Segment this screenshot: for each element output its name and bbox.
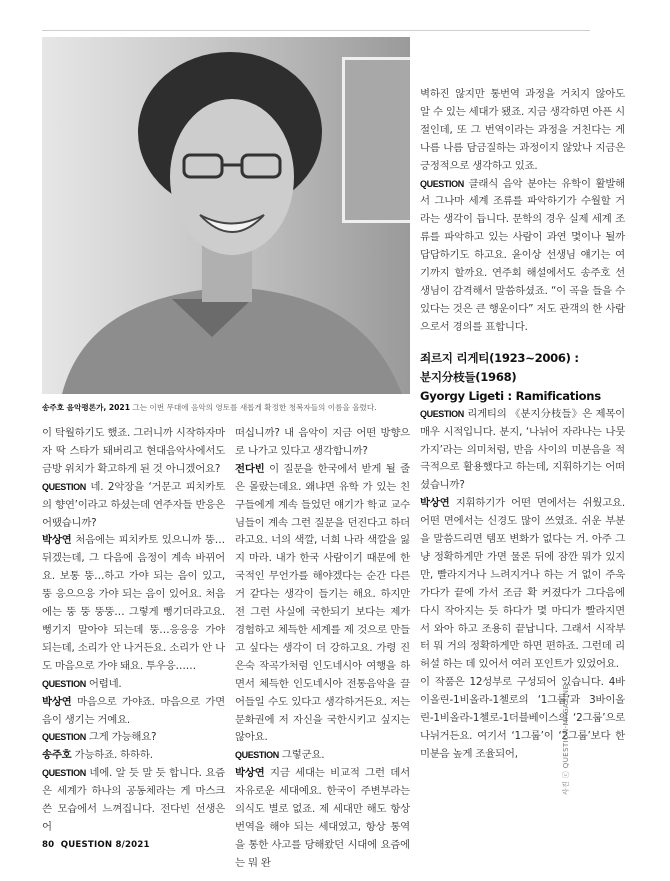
caption-text: 그는 이번 무대에 음악의 영토를 새롭게 확정한 청복자들의 이름을 올렸다. — [132, 403, 377, 412]
paragraph: 박상연 마음으로 가야죠. 마음으로 가면 음이 생기는 거예요. — [42, 695, 225, 726]
paragraph: 박상연 처음에는 피치카토 있으니까 뚱… 뒤겠는데, 그 다음에 음정이 계속 바뀌어요. 보통 뚱…하고 가야 되는 음이 있고, 뚱 응으으응 가야 되는 음이 있어요. 처음에는 뚱 뚱 뚱뚱… 그렇게 뻥기더라고요. 뻥기지 말아야 되는데 뚱…응응응 가야 되는데, 소리가 안 나거든요. 소리가 안 나도 마음으로 가야 돼요. 투우응…… — [42, 534, 225, 672]
paragraph: QUESTION 그렇군요. — [235, 749, 325, 762]
column-2 — [235, 425, 410, 873]
speaker-name: 박상연 — [42, 534, 72, 547]
heading-line-1: 죄르지 리게티(1923~2006) : — [420, 350, 579, 365]
paragraph: QUESTION 네에. 알 듯 말 듯 합니다. 요즘은 세계가 하나의 공동체라는 게 마스크 쓴 모습에서 느껴집니다. 전다빈 선생은 어 — [42, 767, 225, 833]
photo-credit: 사진 ⓒ QUESTION-MAGAZINE — [562, 684, 571, 796]
speaker-name: 박상연 — [235, 767, 265, 780]
paragraph: QUESTION 클래식 음악 분야는 유학이 활발해서 그나마 세계 조류를 파악하기가 수월할 거라는 생각이 듭니다. 문학의 경우 실제 세계 조류를 파악하고 있는 사람이 과연 몇이나 될까 답답하기도 하고요. 윤이상 선생님 얘기는 여기까지 할까요. 연주회 해설에서도 송주호 선생님이 감격해서 말씀하셨죠. “이 곡을 들을 수 있다는 것은 큰 행운이다” 저도 관객의 한 사람으로서 경의를 표합니다. — [420, 177, 625, 333]
paragraph: 벽하진 않지만 통번역 과정을 거치지 않아도 알 수 있는 세대가 됐죠. 지금 생각하면 아픈 시절인데, 또 그 번역이라는 과정을 거친다는 게 나름 나름 담금질하는 과정이지 않았나 지금은 긍정적으로 생각하고 있죠. — [420, 88, 625, 172]
portrait-photo — [42, 37, 410, 394]
magazine-issue: QUESTION 8/2021 — [60, 840, 150, 850]
paragraph: 떠십니까? 내 음악이 지금 어떤 방향으로 나가고 있다고 생각합니까? — [235, 427, 410, 457]
paragraph: QUESTION 리게티의 《분지分枝들》은 제목이 매우 시적입니다. 분지, ‘나뉘어 자라나는 나뭇가지’라는 의미처럼, 반음 사이의 미분음을 적극적으로 활용했다고 하는데, 지휘하기는 어떠셨습니까? — [420, 407, 625, 492]
speaker-name: 전다빈 — [235, 462, 265, 475]
heading-line-3: Gyorgy Ligeti : Ramifications — [420, 388, 601, 403]
page-number: 80 — [42, 840, 55, 850]
speaker-name: 박상연 — [42, 695, 72, 708]
section-heading — [420, 349, 625, 406]
side-credit — [562, 640, 616, 840]
speaker-name: 박상연 — [420, 497, 450, 510]
page-footer — [42, 840, 150, 850]
paragraph: 박상연 지휘하기가 어떤 면에서는 쉬웠고요. 어떤 면에서는 신경도 많이 쓰였죠. 쉬운 부분을 말씀드리면 템포 변화가 없다는 거. 아주 그냥 정확하게만 가면 물론 뒤에 잠깐 뭐가 있지만, 빨라지거나 느려지거나 하는 거 없이 주욱 가다가 끝에 가서 조금 확 커졌다가 그다음에 다시 작아지는 듯 하다가 몇 마디가 빨라지면서 와아 하고 조용히 끝납니다. 그래서 시작부터 뭐 거의 정확하게만 하면 편하죠. 그런데 리허설 하는 데 있어서 여러 포인트가 있었어요. — [420, 497, 625, 671]
question-tag: QUESTION — [42, 732, 86, 743]
paragraph: QUESTION 그게 가능해요? — [42, 731, 157, 744]
question-tag: QUESTION — [42, 481, 86, 492]
paragraph: 박상연 지금 세대는 비교적 그런 데서 자유로운 세대예요. 한국이 주변부라는 의식도 별로 없죠. 제 세대만 해도 항상 번역을 해야 되는 세대였고, 항상 통역을 통한 사고를 당해왔던 시대에 요즘에는 뭐 완 — [235, 767, 410, 869]
column-3 — [420, 86, 625, 764]
paragraph: 이 탁월하기도 했죠. 그러니까 시작하자마자 딱 스타가 돼버리고 현대음악사에서도 금방 위치가 확고하게 된 것 아니겠어요? — [42, 427, 225, 475]
paragraph: 송주호 가능하죠. 하하하. — [42, 749, 153, 762]
question-tag: QUESTION — [42, 678, 86, 689]
caption-name: 송주호 음악평론가, 2021 — [42, 403, 130, 412]
paragraph: QUESTION 네. 2악장을 ‘거문고 피치카토의 향연’이라고 하셨는데 연주자들 반응은 어땠습니까? — [42, 480, 225, 529]
question-tag: QUESTION — [420, 408, 464, 419]
speaker-name: 송주호 — [42, 749, 72, 762]
column-1 — [42, 425, 225, 837]
photo-caption — [42, 402, 410, 414]
heading-line-2: 분지分枝들(1968) — [420, 369, 517, 384]
paragraph: 전다빈 이 질문을 한국에서 받게 될 줄은 몰랐는데요. 왜냐면 유학 가 있는 친구들에게 계속 들었던 얘기가 학교 교수님들이 계속 그런 질문을 던진다고 하더라고요. 너의 색깔, 너희 나라 색깔을 잃지 마라. 내가 한국 사람이기 때문에 한국적인 무언가를 해야겠다는 순간 다른 거 같다는 생각이 들기는 해요. 하지만 전 그런 사실에 국한되기 보다는 제가 경험하고 체득한 세계를 제 것으로 만들고 싶다는 생각이 더 강하고요. 가령 진은숙 작곡가처럼 인도네시아 여행을 하면서 체득한 인도네시아 전통음악을 끌어들일 수도 있다고 생각하거든요. 저는 문화권에 저 자신을 국한시키고 싶지는 않아요. — [235, 462, 410, 744]
question-tag: QUESTION — [235, 750, 279, 761]
question-tag: QUESTION — [42, 768, 86, 779]
top-rule — [42, 30, 590, 31]
paragraph: QUESTION 어렵네. — [42, 677, 122, 690]
question-tag: QUESTION — [420, 178, 464, 189]
paragraph: 이 작품은 12성부로 구성되어 있습니다. 4바이올린-1비올라-1첼로의 ‘1그룹’과 3바이올린-1비올라-1첼로-1더블베이스의 ‘2그룹’으로 나뉘거든요. 여기서 ‘1그룹’이 ‘2그룹’보다 한 미분음 높게 조율되어, — [420, 676, 625, 760]
